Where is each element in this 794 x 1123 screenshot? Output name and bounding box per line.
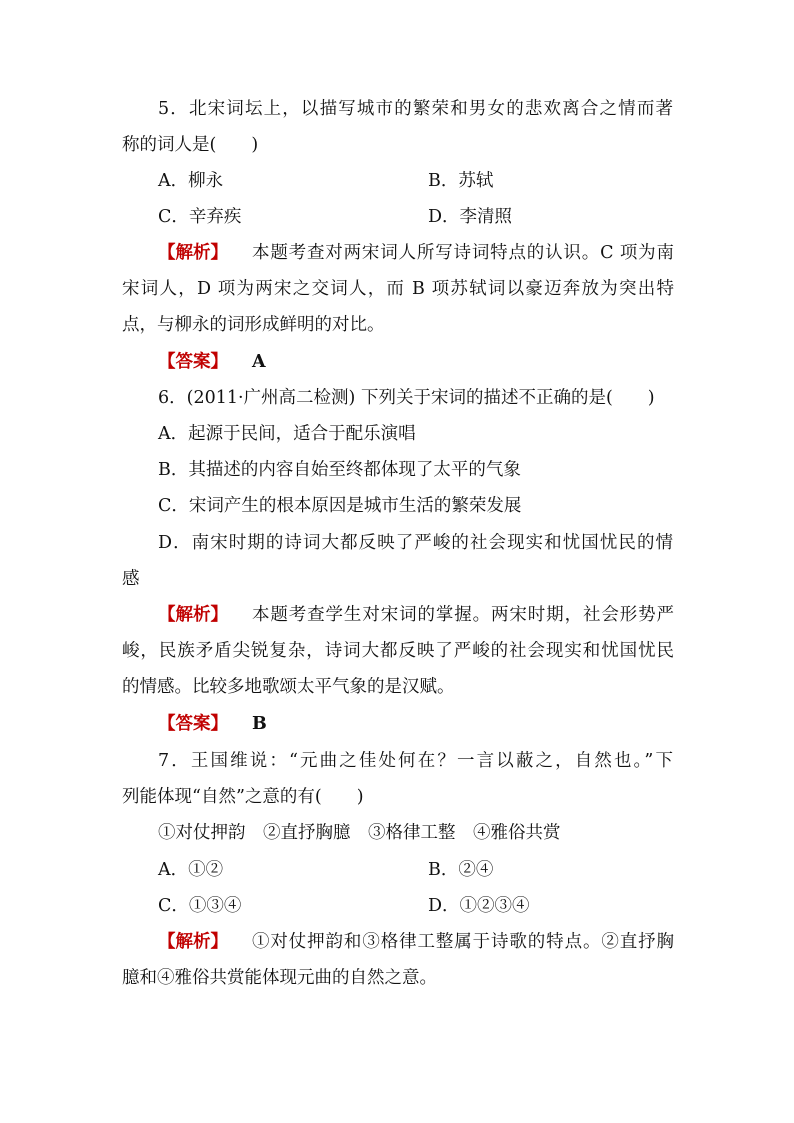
q7-analysis-tag: 【解析】 bbox=[158, 932, 228, 952]
q6-stem-line1: 6．(2011·广州高二检测) 下列关于宋词的描述不正确的是( ) bbox=[158, 388, 655, 408]
q6-option-b: B．其描述的内容自始至终都体现了太平的气象 bbox=[158, 460, 521, 480]
q6-answer-tag: 【答案】 bbox=[158, 714, 228, 734]
q6-option-d-line1: D．南宋时期的诗词大都反映了严峻的社会现实和忧国忧民的情 bbox=[158, 533, 673, 553]
q5-stem-line1: 5．北宋词坛上，以描写城市的繁荣和男女的悲欢离合之情而著 bbox=[158, 99, 673, 119]
q7-stem-line1: 7．王国维说：“元曲之佳处何在？一言以蔽之，自然也。”下 bbox=[158, 751, 673, 771]
q7-analysis-line1: ①对仗押韵和③格律工整属于诗歌的特点。②直抒胸 bbox=[252, 932, 674, 952]
q5-option-a: A．柳永 bbox=[158, 171, 224, 191]
q6-analysis-line1: 本题考查学生对宋词的掌握。两宋时期，社会形势严 bbox=[252, 605, 674, 625]
q7-option-b: B．②④ bbox=[428, 860, 494, 880]
q7-option-c: C．①③④ bbox=[158, 896, 242, 916]
q6-analysis-line3: 的情感。比较多地歌颂太平气象的是汉赋。 bbox=[122, 677, 455, 697]
q5-analysis-line2: 宋词人，D 项为两宋之交词人，而 B 项苏轼词以豪迈奔放为突出特 bbox=[122, 279, 674, 299]
q6-analysis-line2: 峻，民族矛盾尖锐复杂，诗词大都反映了严峻的社会现实和忧国忧民 bbox=[122, 641, 674, 661]
q7-items: ①对仗押韵 ②直抒胸臆 ③格律工整 ④雅俗共赏 bbox=[158, 823, 561, 843]
q5-analysis-tag: 【解析】 bbox=[158, 243, 228, 263]
q6-answer: B bbox=[252, 714, 267, 734]
q5-answer: A bbox=[252, 352, 266, 372]
q6-option-d-line2: 感 bbox=[122, 569, 140, 589]
q5-option-c: C．辛弃疾 bbox=[158, 207, 242, 227]
q6-option-c: C．宋词产生的根本原因是城市生活的繁荣发展 bbox=[158, 496, 522, 516]
q5-analysis-line1: 本题考查对两宋词人所写诗词特点的认识。C 项为南 bbox=[252, 243, 674, 263]
q7-option-d: D．①②③④ bbox=[428, 896, 530, 916]
q5-option-b: B．苏轼 bbox=[428, 171, 494, 191]
q7-stem-line2: 列能体现“自然”之意的有( ) bbox=[122, 787, 364, 807]
q5-option-d: D．李清照 bbox=[428, 207, 513, 227]
q5-stem-line2: 称的词人是( ) bbox=[122, 135, 259, 155]
q7-analysis-line2: 臆和④雅俗共赏能体现元曲的自然之意。 bbox=[122, 968, 437, 988]
q6-option-a: A．起源于民间，适合于配乐演唱 bbox=[158, 424, 416, 444]
q5-analysis-line3: 点，与柳永的词形成鲜明的对比。 bbox=[122, 315, 385, 335]
q5-answer-tag: 【答案】 bbox=[158, 352, 228, 372]
q6-analysis-tag: 【解析】 bbox=[158, 605, 228, 625]
q7-option-a: A．①② bbox=[158, 860, 224, 880]
